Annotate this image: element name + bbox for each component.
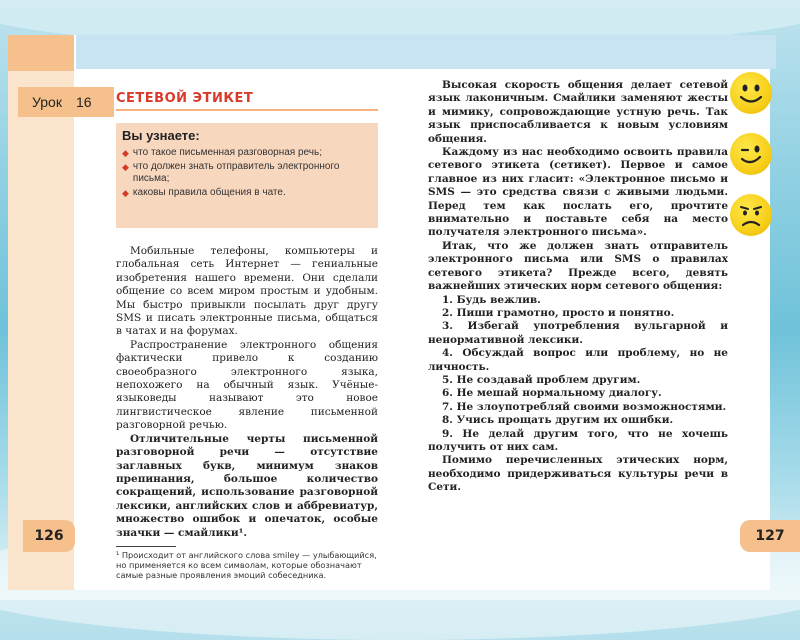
lesson-label: Урок <box>32 94 62 110</box>
rule-item: 6. Не мешай нормальному диалогу. <box>442 387 662 400</box>
bullet-icon: ◆ <box>122 188 129 198</box>
left-page-body <box>116 245 378 580</box>
rule-item: 9. Не делай другим того, что не хочешь получить от них сам. <box>428 427 728 453</box>
paragraph: Мобильные телефоны, компьютеры и глобальная сеть Интернет — гениальные изобретения нашего времени. Они сделали общение со всем миром простым и удобным. Мы быстро привыкли посылать друг другу SMS и писать электронные письма, общаться в чатах и на форумах. <box>116 245 378 338</box>
smiley-wink-icon <box>730 133 772 175</box>
learn-item-text: что должен знать отправитель электронного письма; <box>132 161 340 184</box>
learn-box-title: Вы узнаете: <box>122 128 200 143</box>
paragraph: Отличительные черты письменной разговорной речи — отсутствие заглавных букв, минимум знаков препинания, большое количество сокращений, использование разговорной лексики, английских слов и аббревиатур, множество ошибок и опечаток, особые значки — смайлики¹. <box>116 432 378 539</box>
right-page-body <box>428 79 728 495</box>
top-blue-band <box>76 35 776 69</box>
left-page-number: 126 <box>23 520 75 552</box>
learn-item <box>122 161 372 185</box>
lesson-title: СЕТЕВОЙ ЭТИКЕТ <box>116 91 378 111</box>
rule-item: 5. Не создавай проблем другим. <box>442 373 641 386</box>
paragraph: Помимо перечисленных этических норм, необходимо придерживаться культуры речи в Сети. <box>428 454 728 494</box>
rule-item: 3. Избегай употребления вульгарной и ненормативной лексики. <box>428 320 728 346</box>
bullet-icon: ◆ <box>122 162 129 172</box>
rule-item: 7. Не злоупотребляй своими возможностями. <box>442 400 727 413</box>
learn-item <box>122 187 372 199</box>
learn-item-text: что такое письменная разговорная речь; <box>132 147 322 158</box>
lesson-number: 16 <box>75 94 92 110</box>
you-will-learn-box <box>116 123 378 228</box>
right-page-number: 127 <box>740 520 800 552</box>
smiley-happy-icon <box>730 72 772 114</box>
paragraph: Каждому из нас необходимо освоить правила сетевого этикета (сетикет). Первое и самое главное из них гласит: «Электронное письмо и SMS — это средства связи с живыми людьми. Перед тем как послать его, прочтите внимательно и поставьте себя на место получателя электронного письма». <box>428 146 728 239</box>
paragraph: Высокая скорость общения делает сетевой язык лаконичным. Смайлики заменяют жесты и мимику, сопровождающие устную речь. Так язык приспосабливается к новым условиям общения. <box>428 79 728 145</box>
footnote-divider <box>116 546 176 547</box>
rule-item: 1. Будь вежлив. <box>442 293 541 306</box>
lesson-tab <box>18 87 114 117</box>
learn-item-text: каковы правила общения в чате. <box>132 187 286 198</box>
footnote: ¹ Происходит от английского слова smiley — улыбающийся, но применяется ко всем символам, которые обозначают самые разные проявления эмоций собеседника. <box>116 549 377 580</box>
orange-corner-strip <box>8 35 74 71</box>
rules-list <box>428 294 728 455</box>
rule-item: 8. Учись прощать другим их ошибки. <box>442 414 674 427</box>
learn-item <box>122 147 372 159</box>
smiley-sad-icon <box>730 194 772 236</box>
textbook-spread <box>8 35 785 590</box>
rule-item: 4. Обсуждай вопрос или проблему, но не личность. <box>428 347 728 373</box>
left-margin-column <box>8 35 74 590</box>
bullet-icon: ◆ <box>122 148 129 158</box>
rule-item: 2. Пиши грамотно, просто и понятно. <box>442 306 675 319</box>
paragraph: Итак, что же должен знать отправитель электронного письма или SMS о правилах сетевого этикета? Прежде всего, девять важнейших этических норм сетевого общения: <box>428 239 728 293</box>
paragraph: Распространение электронного общения фактически привело к созданию своеобразного электронного языка, непохожего на обычный язык. Учёные-языковеды называют это новое лингвистическое явление письменной разговорной речью. <box>116 338 378 432</box>
